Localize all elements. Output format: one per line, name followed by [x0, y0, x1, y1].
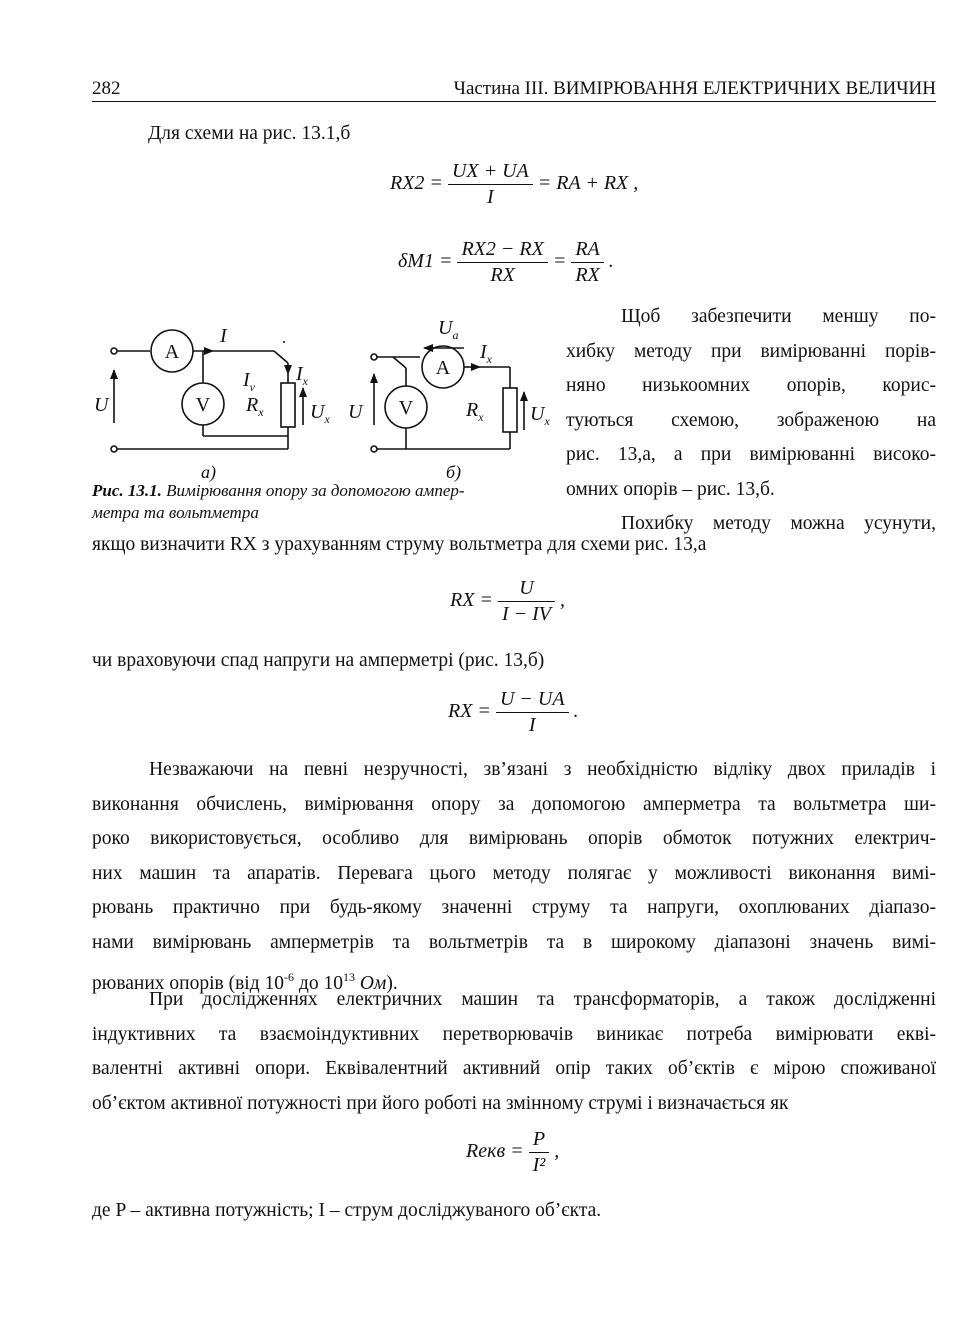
- para2-line: валентні активні опори. Еквівалентний активний опір таких об’єктів є мірою споживаної: [92, 1058, 936, 1079]
- u-b-label: U: [348, 401, 363, 423]
- side-text: [566, 300, 936, 542]
- eq2-lhs: δM1 =: [398, 250, 453, 273]
- eq5-lhs: Rекв =: [466, 1140, 524, 1163]
- eq2-denominator-2: RX: [575, 264, 600, 286]
- ix-a-label: $I_x$: [296, 363, 308, 388]
- eq1-rhs: = RA + RX ,: [537, 172, 639, 195]
- para2-line: індуктивних та взаємоіндуктивних перетворювачів виникає потреба вимірювати екві-: [92, 1023, 936, 1045]
- page-number: 282: [92, 78, 121, 99]
- para1-line: роко використовується, особливо для вимірювань опорів обмоток потужних електрич-: [92, 828, 936, 849]
- equation-req: [466, 1128, 559, 1177]
- eq4-numerator: U − UA: [496, 688, 569, 713]
- eq2-denominator-1: RX: [490, 264, 515, 286]
- ammeter-b-label: A: [435, 357, 451, 379]
- eq2-end: .: [608, 250, 614, 273]
- eq5-fraction: [529, 1128, 550, 1177]
- para-after-figure: якщо визначити RX з урахуванням струму вольтметра для схеми рис. 13,а: [92, 534, 707, 555]
- resistor-b: [503, 388, 517, 432]
- eq2-fraction-1: [457, 238, 547, 287]
- side-line: Похибку методу можна усунути,: [621, 513, 936, 534]
- eq2-numerator-1: RX2 − RX: [457, 238, 547, 263]
- ux-a-label: $U_x$: [310, 401, 330, 426]
- side-line: хибку методу при вимірюванні порів-: [566, 340, 936, 362]
- rx-a-label: $R_x$: [246, 394, 264, 419]
- para1-line: виконання обчислень, вимірювання опору за допомогою амперметра та вольтметра ши-: [92, 793, 936, 815]
- caption-text-1: Вимірювання опору за допомогою ампер-: [166, 481, 465, 500]
- rx-b-label: $R_x$: [466, 399, 484, 424]
- eq2-numerator-2: RA: [571, 238, 603, 263]
- header-rule: [92, 101, 936, 102]
- para1-line: рювань практично при будь-якому значенні струму та напруги, охоплюваних діапазо-: [92, 897, 936, 918]
- eq4-denominator: I: [528, 714, 536, 736]
- eq5-denominator: I²: [532, 1154, 546, 1176]
- eq1-lhs: RX2 =: [390, 172, 443, 195]
- figure-caption: [92, 480, 557, 524]
- side-line: няно низькоомних опорів, корис-: [566, 375, 936, 396]
- circuit-figure: [88, 308, 558, 483]
- eq1-denominator: I: [487, 186, 494, 208]
- eq2-fraction-2: [571, 238, 603, 287]
- resistor-a: [281, 383, 295, 427]
- para1-line: них машин та апаратів. Перевага цього методу полягає у можливості виконання вимі-: [92, 862, 936, 884]
- subfig-b-label: б): [446, 462, 462, 482]
- current-i-label: I: [220, 325, 227, 347]
- caption-label: Рис. 13.1.: [92, 481, 162, 500]
- paragraph-2: [92, 983, 936, 1121]
- paragraph-1: [92, 753, 936, 1002]
- equation-rx-a: [450, 577, 565, 626]
- ua-label: $U_a$: [438, 317, 459, 342]
- voltmeter-b-label: V: [398, 397, 414, 419]
- eq5-end: ,: [554, 1140, 560, 1163]
- iv-label: $I_v$: [243, 369, 255, 394]
- eq1-fraction: [448, 160, 533, 209]
- intro-line: Для схеми на рис. 13.1,б: [148, 123, 351, 144]
- eq3-fraction: [498, 577, 555, 626]
- circuit-a: [111, 330, 303, 452]
- ix-b-label: $I_x$: [480, 341, 492, 366]
- eq2-equals: =: [552, 250, 567, 273]
- ammeter-a-label: A: [164, 341, 180, 363]
- running-header: Частина III. ВИМІРЮВАННЯ ЕЛЕКТРИЧНИХ ВЕЛИЧИН: [453, 78, 936, 99]
- equation-rx-b: [448, 688, 579, 737]
- para2-line: При дослідженнях електричних машин та трансформаторів, а також дослідженні: [149, 989, 936, 1010]
- side-line: омних опорів – рис. 13,б.: [566, 478, 775, 500]
- side-line: туються схемою, зображеною на: [566, 409, 936, 431]
- side-line: Щоб забезпечити меншу по-: [621, 306, 936, 327]
- equation-rx2: [390, 160, 638, 209]
- para-voltage-drop: чи враховуючи спад напруги на амперметрі (рис. 13,б): [92, 650, 545, 671]
- eq3-denominator: I − IV: [501, 603, 551, 625]
- equation-delta: [398, 238, 614, 287]
- eq3-end: ,: [559, 589, 565, 612]
- voltmeter-a-label: V: [195, 394, 211, 416]
- para2-last-line: об’єктом активної потужності при його роботі на змінному струмі і визначається як: [92, 1092, 789, 1114]
- eq1-numerator: UX + UA: [448, 160, 533, 185]
- caption-text-2: метра та вольтметра: [92, 503, 259, 522]
- subfig-a-label: а): [201, 462, 216, 482]
- eq5-numerator: P: [529, 1128, 550, 1153]
- final-line: де P – активна потужність; I – струм досліджуваного об’єкта.: [92, 1200, 602, 1221]
- eq3-numerator: U: [498, 577, 555, 602]
- ux-b-label: $U_x$: [530, 403, 550, 428]
- para1-line: Незважаючи на певні незручності, зв’язані з необхідністю відліку двох приладів і: [149, 759, 936, 780]
- eq4-end: .: [573, 700, 579, 723]
- para1-line: нами вимірювань амперметрів та вольтметрів та в широкому діапазоні значень вимі-: [92, 931, 936, 953]
- side-line: рис. 13,а, а при вимірюванні високо-: [566, 444, 936, 465]
- u-a-label: U: [94, 394, 109, 416]
- eq3-lhs: RX =: [450, 589, 493, 612]
- eq4-lhs: RX =: [448, 700, 491, 723]
- eq4-fraction: [496, 688, 569, 737]
- para1-last-line: рюваних опорів (від $10^{-6}$ до $10^{13}$ Ом).: [92, 970, 398, 994]
